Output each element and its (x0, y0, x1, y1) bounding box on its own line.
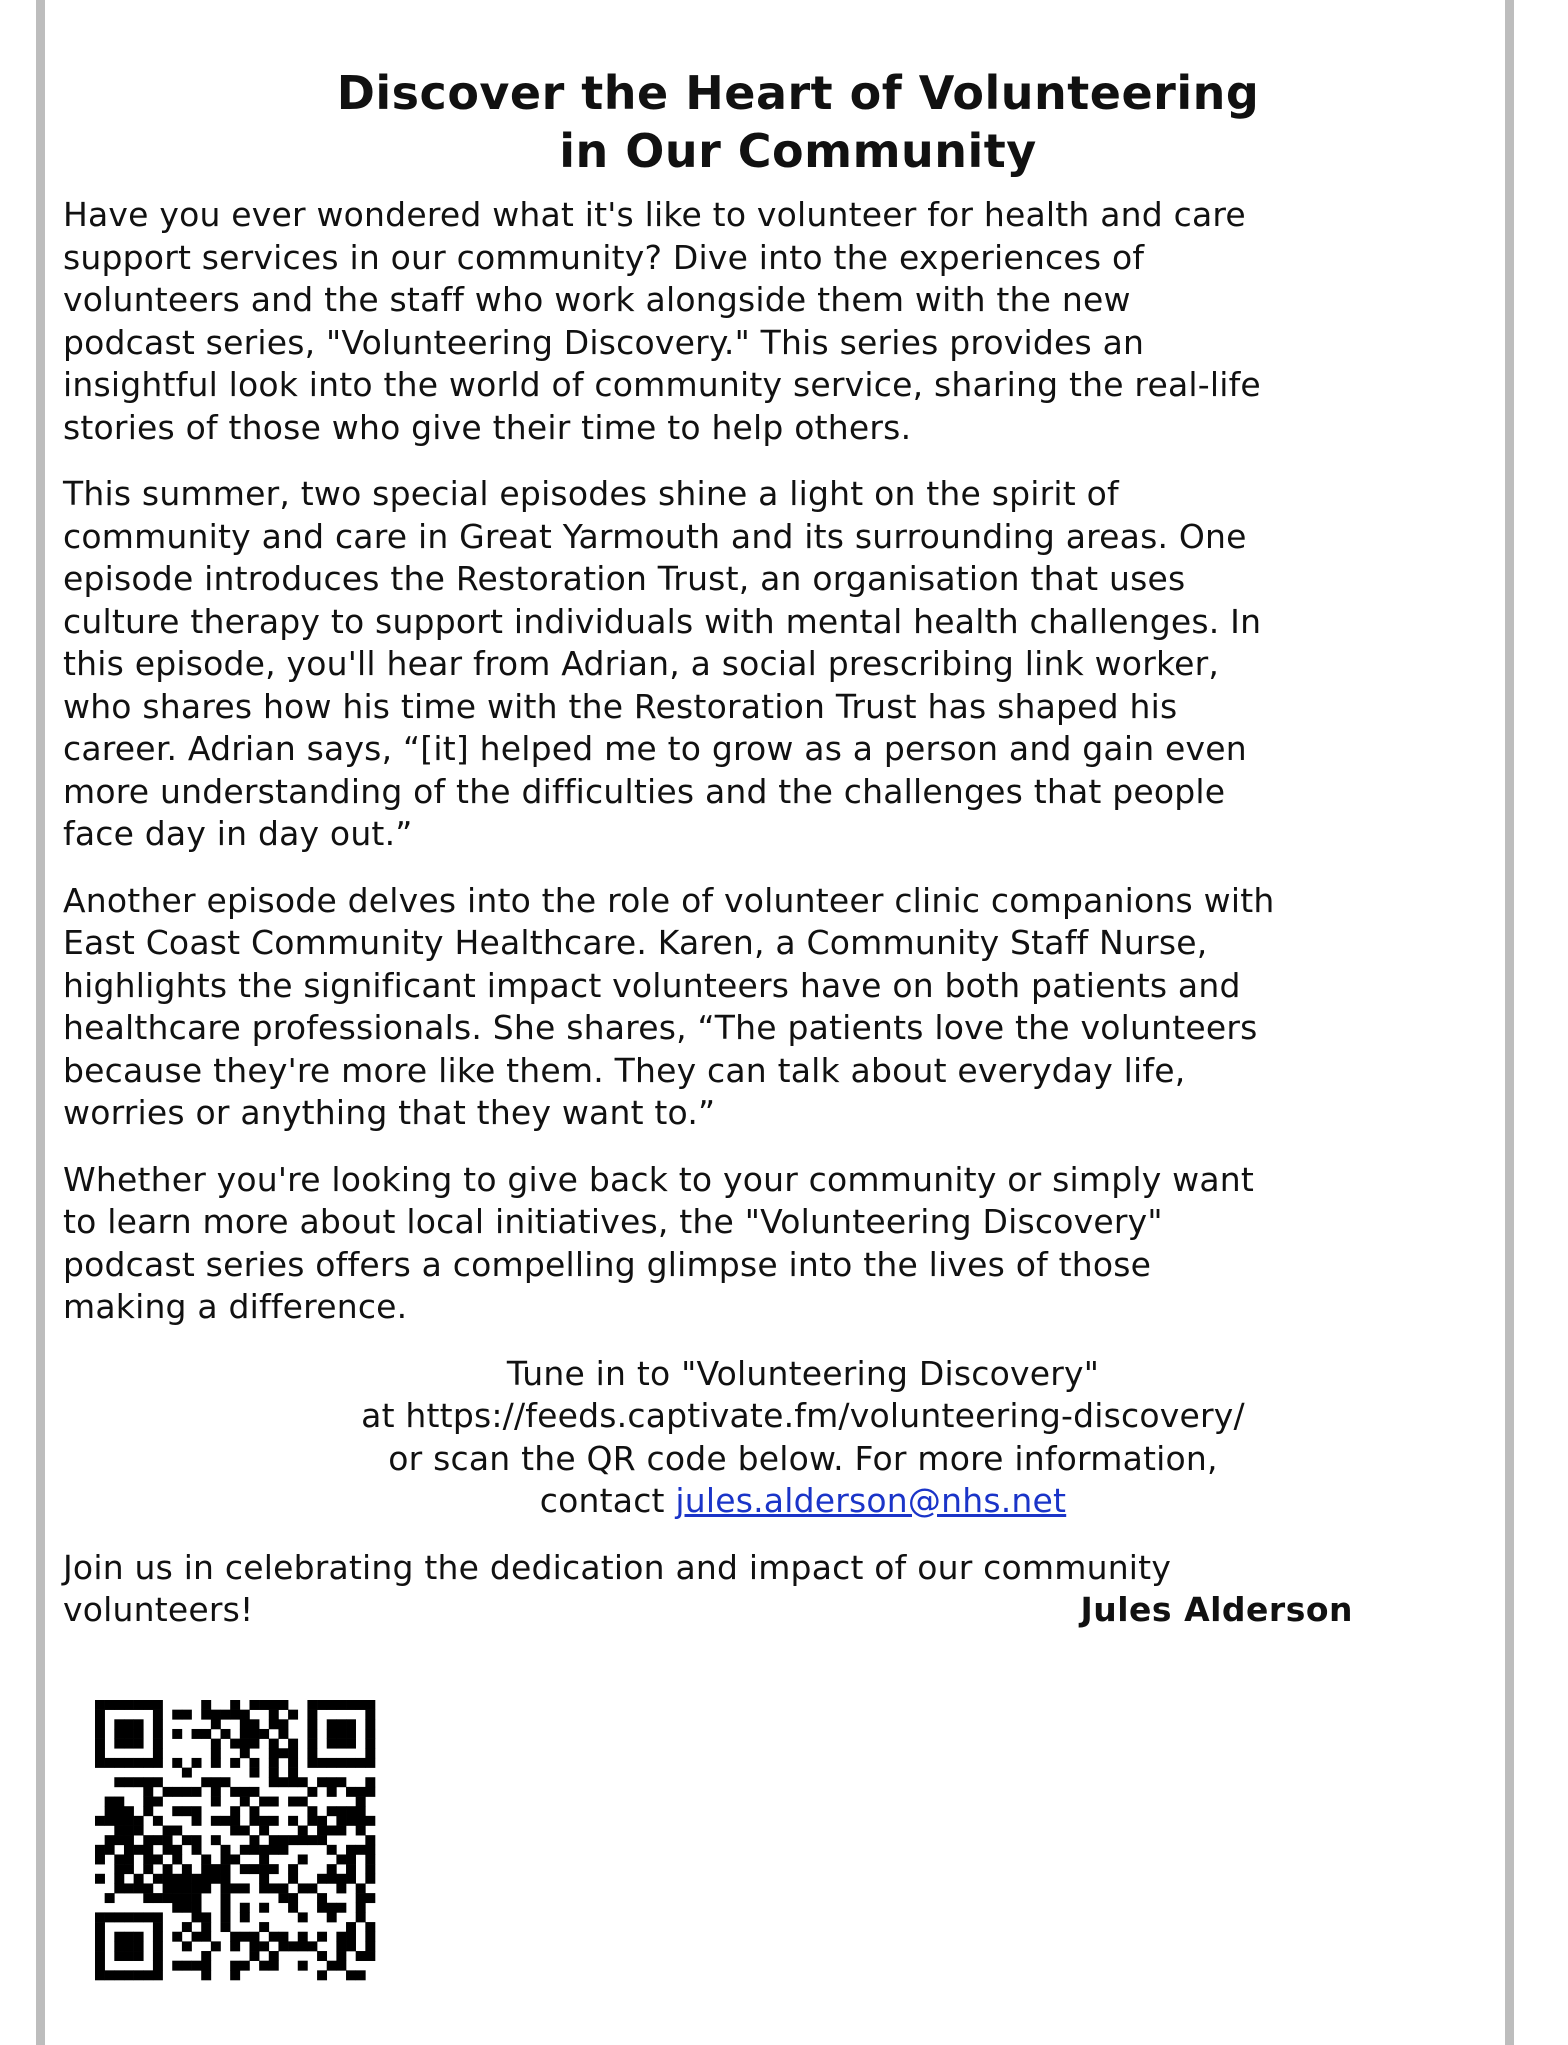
tune-in-line-3: or scan the QR code below. For more information, (388, 1438, 1218, 1478)
paragraph-intro: Have you ever wondered what it's like to volunteer for health and care support services in our community? Dive into the experiences of volunteers and the staff who work alongside them with the new podcast series, "Volunteering Discovery." This series provides an insightful look into the world of community service, sharing the real-life stories of those who give their time to help others. (63, 195, 1261, 447)
article (63, 64, 1503, 1632)
contact-prefix: contact (539, 1481, 676, 1520)
closing-block (63, 1547, 1503, 1632)
paragraph-clinic-companions: Another episode delves into the role of volunteer clinic companions with East Coast Community Healthcare. Karen, a Community Staff Nurse, highlights the significant impact volunteers have on both patients and healthcare professionals. She shares, “The patients love the volunteers because they're more like them. They can talk about everyday life, worries or anything that they want to.” (63, 880, 1275, 1132)
tune-in-block (63, 1353, 1503, 1523)
article-title (63, 64, 1503, 180)
signature: Jules Alderson (1080, 1590, 1353, 1629)
tune-in-line-2: at https://feeds.captivate.fm/volunteering-discovery/ (361, 1396, 1245, 1435)
paragraph-restoration-trust: This summer, two special episodes shine a light on the spirit of community and care in Great Yarmouth and its surrounding areas. One episode introduces the Restoration Trust, an organisation that uses culture therapy to support individuals with mental health challenges. In this episode, you'll hear from Adrian, a social prescribing link worker, who shares how his time with the Restoration Trust has shaped his career. Adrian says, “[it] helped me to grow as a person and gain even more understanding of the difficulties and the challenges that people face day in day out.” (63, 474, 1262, 853)
title-line-1: Discover the Heart of Volunteering (336, 66, 1260, 120)
paragraph-call-to-action: Whether you're looking to give back to your community or simply want to learn more about local initiatives, the "Volunteering Discovery" podcast series offers a compelling glimpse into the lives of those making a difference. (63, 1159, 1254, 1326)
tune-in-line-1: Tune in to "Volunteering Discovery" (506, 1353, 1100, 1393)
tune-in-line-4 (103, 1480, 1503, 1523)
closing-line-2: volunteers! (63, 1590, 254, 1629)
qr-code-icon[interactable] (85, 1690, 385, 1990)
closing-line-1: Join us in celebrating the dedication and impact of our community (63, 1547, 1172, 1587)
email-link[interactable]: jules.alderson@nhs.net (675, 1481, 1067, 1520)
title-line-2: in Our Community (559, 124, 1037, 178)
document-page (36, 0, 1514, 2045)
